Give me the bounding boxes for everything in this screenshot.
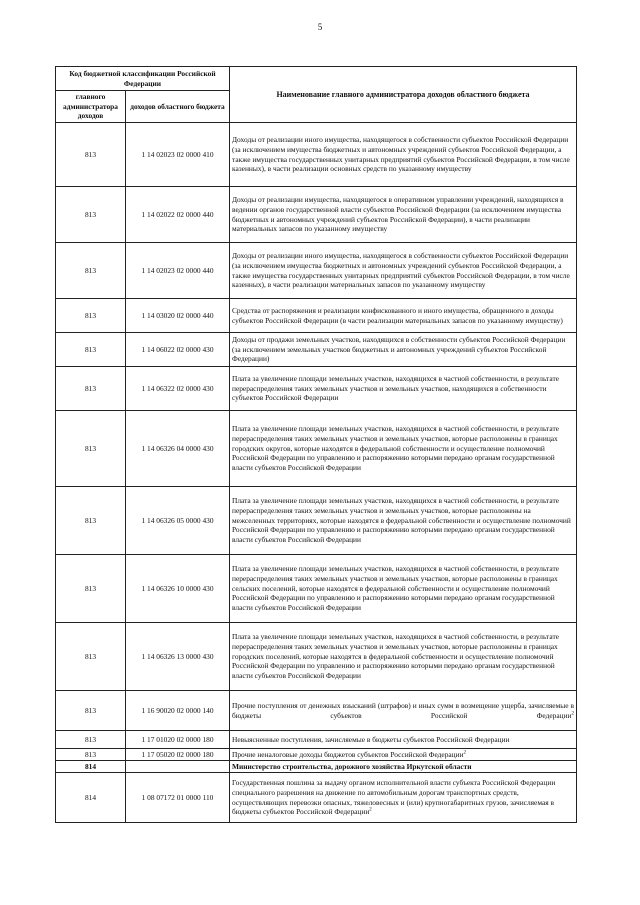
income-code-cell: 1 08 07172 01 0000 110	[126, 773, 230, 823]
income-name-text: Плата за увеличение площади земельных участков, находящихся в частной собственности, в результате перераспределения таких земельных участков и земельных участков, находящихся в собственности субъектов Российской Федерации	[232, 373, 559, 403]
table-row	[56, 333, 577, 367]
table-row	[56, 623, 577, 691]
income-name-text: Средства от распоряжения и реализации конфискованного и иного имущества, обращенного в доходы субъектов Российской Федерации (в части реализации материальных запасов по указанному имуществу)	[232, 305, 563, 325]
income-code-cell: 1 14 02023 02 0000 440	[126, 243, 230, 299]
table-row	[56, 123, 577, 187]
table-row	[56, 487, 577, 555]
income-name-text: Доходы от реализации имущества, находящегося в оперативном управлении учреждений, находящихся в ведении органов государственной власти субъектов Российской Федерации (за исключением имущества бюджетных и автономных учреждений субъектов Российской Федерации), в части реализации материальных запасов по указанному имуществу	[232, 194, 564, 234]
income-name-text: Плата за увеличение площади земельных участков, находящихся в частной собственности, в результате перераспределения таких земельных участков и земельных участков, которые расположены на межселенных территориях, которые находятся в федеральной собственности и осуществление полномочий Российской Федерации по управлению и распоряжению которыми передано органам государственной власти субъектов Российской Федерации	[232, 495, 571, 545]
admin-code-cell: 813	[56, 367, 126, 411]
income-name-cell	[230, 773, 577, 823]
income-name-text: Министерство строительства, дорожного хозяйства Иркутской области	[232, 761, 472, 771]
income-name-text: Прочие неналоговые доходы бюджетов субъектов Российской Федерации	[232, 749, 464, 759]
income-code-cell: 1 14 02022 02 0000 440	[126, 187, 230, 243]
income-code-cell: 1 17 05020 02 0000 180	[126, 749, 230, 761]
table-row	[56, 411, 577, 487]
footnote-marker: 2	[369, 807, 372, 813]
income-name-cell	[230, 187, 577, 243]
table-row	[56, 187, 577, 243]
footnote-marker: 2	[571, 711, 574, 717]
admin-code-cell: 813	[56, 623, 126, 691]
table-row	[56, 749, 577, 761]
admin-code-cell: 813	[56, 123, 126, 187]
income-name-cell	[230, 411, 577, 487]
income-code-cell: 1 14 06326 04 0000 430	[126, 411, 230, 487]
income-name-text: Невыясненные поступления, зачисляемые в бюджеты субъектов Российской Федерации	[232, 734, 510, 744]
income-name-text: Плата за увеличение площади земельных участков, находящихся в частной собственности, в результате перераспределения таких земельных участков и земельных участков, которые расположены в границах сельских поселений, которые находятся в федеральной собственности и осуществление полномочий Российской Федерации по управлению и распоряжению которыми передано органам государственной власти субъектов Российской Федерации	[232, 563, 559, 613]
header-group-title: Код бюджетной классификации Российской Федерации	[56, 67, 230, 91]
header-code-column: доходов областного бюджета	[126, 91, 230, 123]
income-name-cell	[230, 243, 577, 299]
income-name-cell	[230, 333, 577, 367]
admin-code-cell: 813	[56, 411, 126, 487]
page-number: 5	[317, 22, 323, 32]
income-name-cell	[230, 123, 577, 187]
income-code-cell: 1 14 06326 10 0000 430	[126, 555, 230, 623]
income-name-text: Доходы от продажи земельных участков, находящихся в собственности субъектов Российской Федерации (за исключением земельных участков бюджетных и автономных учреждений субъектов Российской Федерации)	[232, 334, 566, 364]
header-name-column: Наименование главного администратора доходов областного бюджета	[230, 67, 577, 123]
table-row	[56, 761, 577, 773]
admin-code-cell: 814	[56, 761, 126, 773]
income-name-cell	[230, 555, 577, 623]
income-name-cell	[230, 691, 577, 731]
table-row	[56, 243, 577, 299]
income-name-cell	[230, 487, 577, 555]
income-name-cell	[230, 299, 577, 333]
table-row	[56, 367, 577, 411]
income-code-cell: 1 17 01020 02 0000 180	[126, 731, 230, 749]
admin-code-cell: 813	[56, 333, 126, 367]
table-row	[56, 773, 577, 823]
admin-code-cell: 813	[56, 243, 126, 299]
income-code-cell: 1 14 06326 05 0000 430	[126, 487, 230, 555]
footnote-marker: 2	[463, 750, 467, 756]
header-admin-column: главного администратора доходов	[56, 91, 126, 123]
income-name-cell	[230, 761, 577, 773]
admin-code-cell: 813	[56, 731, 126, 749]
table-row	[56, 555, 577, 623]
admin-code-cell: 814	[56, 773, 126, 823]
income-name-cell	[230, 731, 577, 749]
table-row	[56, 299, 577, 333]
income-name-text: Плата за увеличение площади земельных участков, находящихся в частной собственности, в результате перераспределения таких земельных участков и земельных участков, которые расположены в границах городских поселений, которые находятся в федеральной собственности и осуществление полномочий Российской Федерации по управлению и распоряжению которыми передано органам государственной власти субъектов Российской Федерации	[232, 631, 559, 681]
admin-code-cell: 813	[56, 487, 126, 555]
income-code-cell: 1 14 02023 02 0000 410	[126, 123, 230, 187]
admin-code-cell: 813	[56, 187, 126, 243]
income-name-cell	[230, 623, 577, 691]
income-name-text: Плата за увеличение площади земельных участков, находящихся в частной собственности, в результате перераспределения таких земельных участков и земельных участков, которые расположены в границах городских округов, которые находятся в федеральной собственности и осуществление полномочий Российской Федерации по управлению и распоряжению которыми передано органам государственной власти субъектов Российской Федерации	[232, 423, 559, 473]
income-name-text: Прочие поступления от денежных взысканий (штрафов) и иных сумм в возмещение ущерба, зачисляемые в бюджеты субъектов Российской Федерации	[232, 700, 574, 720]
admin-code-cell: 813	[56, 749, 126, 761]
income-code-cell	[126, 761, 230, 773]
admin-code-cell: 813	[56, 299, 126, 333]
income-code-cell: 1 16 90020 02 0000 140	[126, 691, 230, 731]
budget-classification-table	[55, 66, 577, 823]
income-name-text: Государственная пошлина за выдачу органом исполнительной власти субъекта Российской Федерации специального разрешения на движение по автомобильным дорогам транспортных средств, осуществляющих перевозки опасных, тяжеловесных и (или) крупногабаритных грузов, зачисляемая в бюджеты субъектов Российской Федерации	[232, 777, 556, 817]
income-name-text: Доходы от реализации иного имущества, находящегося в собственности субъектов Российской Федерации (за исключением имущества бюджетных и автономных учреждений субъектов Российской Федерации, а также имущества государственных унитарных предприятий субъектов Российской Федерации, в том числе казенных), в части реализации основных средств по указанному имуществу	[232, 134, 570, 174]
income-name-cell	[230, 367, 577, 411]
table-row	[56, 731, 577, 749]
income-name-cell	[230, 749, 577, 761]
admin-code-cell: 813	[56, 555, 126, 623]
table-row	[56, 691, 577, 731]
income-code-cell: 1 14 03020 02 0000 440	[126, 299, 230, 333]
income-code-cell: 1 14 06326 13 0000 430	[126, 623, 230, 691]
income-name-text: Доходы от реализации иного имущества, находящегося в собственности субъектов Российской Федерации (за исключением имущества бюджетных и автономных учреждений субъектов Российской Федерации, а также имущества государственных унитарных предприятий субъектов Российской Федерации, в том числе казенных), в части реализации материальных запасов по указанному имуществу	[232, 250, 570, 290]
income-code-cell: 1 14 06022 02 0000 430	[126, 333, 230, 367]
income-code-cell: 1 14 06322 02 0000 430	[126, 367, 230, 411]
admin-code-cell: 813	[56, 691, 126, 731]
